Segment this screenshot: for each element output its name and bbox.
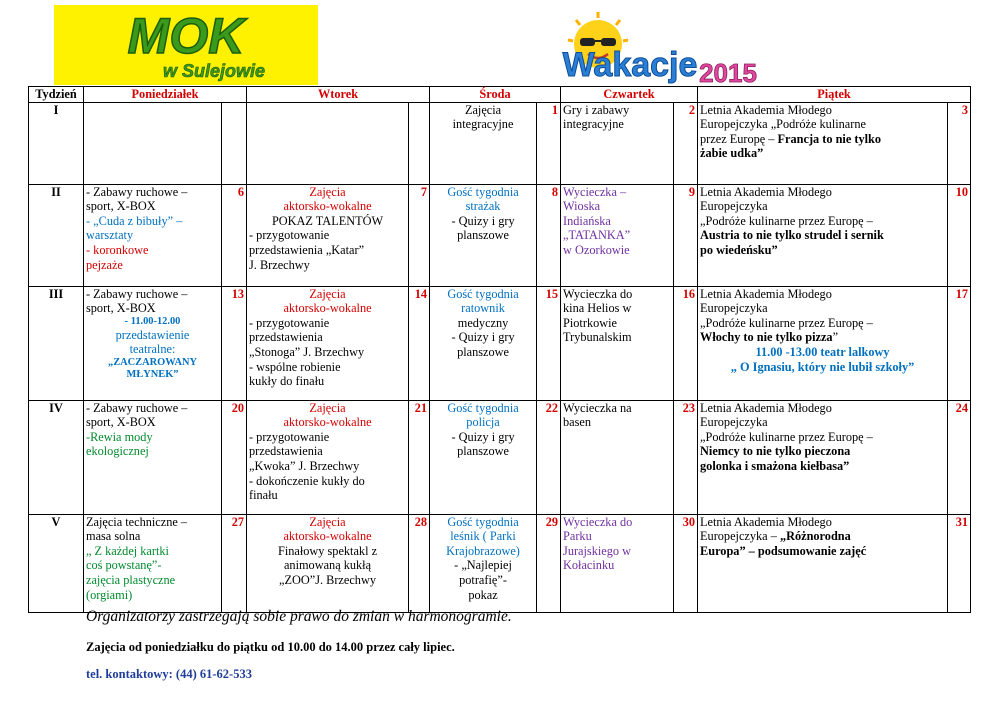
cell-line: teatralne:: [129, 342, 176, 357]
cell-text: Europejczyka –: [700, 529, 780, 544]
cell-line: Letnia Akademia Młodego: [700, 184, 832, 199]
day-number: 29: [537, 514, 561, 612]
cell-line: Letnia Akademia Młodego: [700, 400, 832, 415]
cell-line: przedstawienia „Katar”: [249, 242, 365, 257]
cell-line: Letnia Akademia Młodego: [700, 286, 832, 301]
cell-line: (orgiami): [86, 587, 133, 602]
cell-line: [700, 529, 945, 544]
cell-line: sport, X-BOX: [86, 199, 156, 214]
cell-line: Letnia Akademia Młodego: [700, 514, 832, 529]
cell-line: „Podróże kulinarne przez Europę –: [700, 213, 873, 228]
cell-line: Kołacinku: [563, 558, 615, 573]
day-number: 10: [948, 184, 971, 286]
cell-line: planszowe: [457, 344, 509, 359]
tuesday-cell: [247, 400, 409, 514]
cell-line: coś powstanę”-: [86, 558, 162, 573]
cell-line: Wycieczka do: [563, 286, 633, 301]
cell-line: Zajęcia: [464, 102, 502, 117]
tuesday-cell: [247, 286, 409, 400]
week-label: V: [29, 514, 84, 612]
header-thursday: Czwartek: [561, 87, 698, 103]
day-number: 8: [537, 184, 561, 286]
header-friday: Piątek: [698, 87, 971, 103]
friday-cell: [698, 102, 948, 184]
header-monday: Poniedziałek: [84, 87, 247, 103]
contact-phone: tel. kontaktowy: (44) 61-62-533: [86, 667, 252, 681]
cell-line: Wycieczka –: [563, 184, 627, 199]
cell-line: - Quizy i gry: [451, 429, 515, 444]
cell-line: pokaz: [468, 587, 498, 602]
cell-line: Gość tygodnia: [447, 400, 519, 415]
week-label: IV: [29, 400, 84, 514]
cell-line: - dokończenie kukły do: [249, 473, 365, 488]
day-number: 24: [948, 400, 971, 514]
monday-cell: [84, 286, 222, 400]
monday-cell: [84, 102, 222, 184]
mok-logo-subtitle: w Sulejowie: [162, 61, 266, 81]
week-row: [29, 514, 971, 612]
day-number: 30: [674, 514, 698, 612]
cell-line: Wycieczka na: [563, 400, 632, 415]
day-number: 2: [674, 102, 698, 184]
cell-text: ”: [832, 330, 839, 345]
cell-line: integracyjne: [563, 117, 624, 132]
cell-line: [700, 330, 945, 345]
cell-line: „ZOO”J. Brzechwy: [279, 572, 376, 587]
tuesday-cell: [247, 514, 409, 612]
cell-line: 11.00 -13.00 teatr lalkowy: [755, 344, 890, 359]
header-week: Tydzień: [29, 87, 84, 103]
cell-line: leśnik ( Parki: [450, 529, 516, 544]
day-number: [222, 102, 247, 184]
cell-line: Piotrkowie: [563, 315, 617, 330]
cell-bold: Francja to nie tylko: [777, 131, 882, 146]
cell-line: - koronkowe: [86, 242, 149, 257]
wednesday-cell: [430, 102, 537, 184]
hours-info: Zajęcia od poniedziałku do piątku od 10.00 do 14.00 przez cały lipiec.: [86, 640, 455, 654]
cell-line: Indiańska: [563, 213, 611, 228]
cell-line: Gość tygodnia: [447, 184, 519, 199]
monday-cell: [84, 514, 222, 612]
week-row: [29, 286, 971, 400]
week-label: II: [29, 184, 84, 286]
cell-line: ratownik: [461, 301, 505, 316]
mok-logo: [54, 5, 318, 85]
cell-line: potrafię”-: [459, 572, 507, 587]
week-label: III: [29, 286, 84, 400]
cell-line: policja: [466, 415, 500, 430]
cell-line: Niemcy to nie tylko pieczona: [700, 444, 851, 459]
cell-line: aktorsko-wokalne: [283, 415, 372, 430]
cell-line: strażak: [465, 199, 501, 214]
cell-line: „ Z każdej kartki: [86, 543, 169, 558]
cell-line: przedstawienie: [115, 327, 190, 342]
cell-line: aktorsko-wokalne: [283, 199, 372, 214]
day-number: 3: [948, 102, 971, 184]
day-number: 21: [409, 400, 430, 514]
cell-line: żabie udka”: [700, 146, 764, 161]
cell-line: Gość tygodnia: [447, 286, 519, 301]
cell-line: -Rewia mody: [86, 429, 153, 444]
friday-cell: [698, 514, 948, 612]
day-number: 6: [222, 184, 247, 286]
cell-line: przedstawienia: [249, 330, 323, 345]
cell-line: Wycieczka do: [563, 514, 633, 529]
cell-line: Finałowy spektakl z: [277, 543, 378, 558]
cell-line: Parku: [563, 529, 592, 544]
cell-bold: Włochy to nie tylko pizza: [700, 330, 833, 345]
day-number: 28: [409, 514, 430, 612]
cell-line: „Podróże kulinarne przez Europę –: [700, 429, 873, 444]
cell-line: Europejczyka: [700, 415, 768, 430]
day-number: 16: [674, 286, 698, 400]
cell-line: warsztaty: [86, 228, 134, 243]
monday-cell: [84, 400, 222, 514]
day-number: 13: [222, 286, 247, 400]
wednesday-cell: [430, 514, 537, 612]
tuesday-cell: [247, 184, 409, 286]
cell-line: Europejczyka: [700, 301, 768, 316]
cell-bold: „Różnorodna: [779, 529, 851, 544]
friday-cell: [698, 400, 948, 514]
cell-line: Europejczyka „Podróże kulinarne: [700, 117, 866, 132]
header-tuesday: Wtorek: [247, 87, 430, 103]
cell-line: - przygotowanie: [249, 429, 330, 444]
cell-line: Austria to nie tylko strudel i sernik: [700, 228, 884, 243]
day-number: 7: [409, 184, 430, 286]
day-number: [409, 102, 430, 184]
cell-line: po wiedeńsku”: [700, 242, 778, 257]
day-number: 1: [537, 102, 561, 184]
disclaimer-note: Organizatorzy zastrzegają sobie prawo do zmian w harmonogramie.: [86, 608, 512, 625]
cell-line: - Quizy i gry: [451, 213, 515, 228]
wednesday-cell: [430, 400, 537, 514]
cell-line: sport, X-BOX: [86, 301, 156, 316]
cell-line: - „Najlepiej: [454, 558, 512, 573]
thursday-cell: [561, 184, 674, 286]
cell-line: sport, X-BOX: [86, 415, 156, 430]
cell-line: [700, 132, 945, 147]
cell-line: Jurajskiego w: [563, 543, 631, 558]
day-number: 14: [409, 286, 430, 400]
cell-line: Letnia Akademia Młodego: [700, 102, 832, 117]
cell-line: Zajęcia: [309, 184, 346, 199]
cell-line: zajęcia plastyczne: [86, 572, 176, 587]
cell-line: Gość tygodnia: [447, 514, 519, 529]
cell-line: w Ozorkowie: [563, 242, 630, 257]
cell-line: Trybunalskim: [563, 330, 632, 345]
cell-line: - Zabawy ruchowe –: [86, 286, 188, 301]
cell-line: finału: [249, 488, 278, 503]
tuesday-cell: [247, 102, 409, 184]
cell-line: integracyjne: [452, 117, 514, 132]
cell-line: - Quizy i gry: [451, 330, 515, 345]
cell-line: Zajęcia techniczne –: [86, 514, 188, 529]
cell-line: animowaną kukłą: [283, 558, 372, 573]
day-number: 9: [674, 184, 698, 286]
cell-line: kina Helios w: [563, 301, 632, 316]
cell-line: basen: [563, 415, 592, 430]
header-wednesday: Środa: [430, 87, 561, 103]
week-row: [29, 102, 971, 184]
thursday-cell: [561, 400, 674, 514]
schedule-table: [28, 86, 971, 613]
wakacje-logo: [480, 10, 780, 88]
cell-line: Wioska: [563, 199, 601, 214]
wakacje-logo-year: 2015: [699, 58, 757, 88]
cell-line: „Kwoka” J. Brzechwy: [249, 458, 360, 473]
cell-line: masa solna: [86, 529, 141, 544]
cell-line: MŁYNEK”: [126, 368, 179, 380]
thursday-cell: [561, 514, 674, 612]
cell-line: medyczny: [457, 315, 509, 330]
cell-line: ekologicznej: [86, 444, 149, 459]
friday-cell: [698, 286, 948, 400]
day-number: 31: [948, 514, 971, 612]
cell-line: „Podróże kulinarne przez Europę –: [700, 315, 873, 330]
cell-line: planszowe: [457, 444, 509, 459]
thursday-cell: [561, 102, 674, 184]
cell-line: POKAZ TALENTÓW: [271, 213, 384, 228]
day-number: 22: [537, 400, 561, 514]
friday-cell: [698, 184, 948, 286]
cell-line: - wspólne robienie: [249, 359, 341, 374]
cell-line: Zajęcia: [309, 400, 346, 415]
cell-text: przez Europę –: [700, 131, 778, 146]
cell-line: przedstawienia: [249, 444, 323, 459]
week-row: [29, 184, 971, 286]
day-number: 27: [222, 514, 247, 612]
cell-line: pejzaże: [86, 257, 123, 272]
cell-line: - Zabawy ruchowe –: [86, 184, 188, 199]
cell-line: „ O Ignasiu, który nie lubił szkoły”: [730, 359, 915, 374]
cell-line: Europejczyka: [700, 199, 768, 214]
cell-line: - przygotowanie: [249, 315, 330, 330]
cell-line: Gry i zabawy: [563, 102, 630, 117]
day-number: 20: [222, 400, 247, 514]
cell-line: „ZACZAROWANY: [108, 356, 197, 368]
cell-line: aktorsko-wokalne: [283, 529, 372, 544]
wednesday-cell: [430, 184, 537, 286]
day-number: 17: [948, 286, 971, 400]
day-number: 23: [674, 400, 698, 514]
cell-line: Europa” – podsumowanie zajęć: [700, 543, 867, 558]
cell-line: J. Brzechwy: [249, 257, 310, 272]
cell-line: Zajęcia: [309, 286, 346, 301]
day-number: 15: [537, 286, 561, 400]
cell-line: - Zabawy ruchowe –: [86, 400, 188, 415]
cell-line: golonka i smażona kiełbasa”: [700, 458, 850, 473]
cell-line: Krajobrazowe): [446, 543, 520, 558]
cell-line: - „Cuda z bibuły” –: [86, 213, 183, 228]
thursday-cell: [561, 286, 674, 400]
cell-line: - 11.00-12.00: [124, 315, 181, 327]
week-label: I: [29, 102, 84, 184]
week-row: [29, 400, 971, 514]
cell-line: - przygotowanie: [249, 228, 330, 243]
monday-cell: [84, 184, 222, 286]
wakacje-logo-title: Wakacje: [562, 46, 698, 84]
mok-logo-title: MOK: [127, 8, 245, 64]
cell-line: aktorsko-wokalne: [283, 301, 372, 316]
wednesday-cell: [430, 286, 537, 400]
cell-line: planszowe: [457, 228, 509, 243]
cell-line: „TATANKA”: [563, 228, 631, 243]
header-row: [29, 87, 971, 103]
cell-line: „Stonoga” J. Brzechwy: [249, 344, 365, 359]
cell-line: kukły do finału: [249, 374, 325, 389]
cell-line: Zajęcia: [309, 514, 346, 529]
